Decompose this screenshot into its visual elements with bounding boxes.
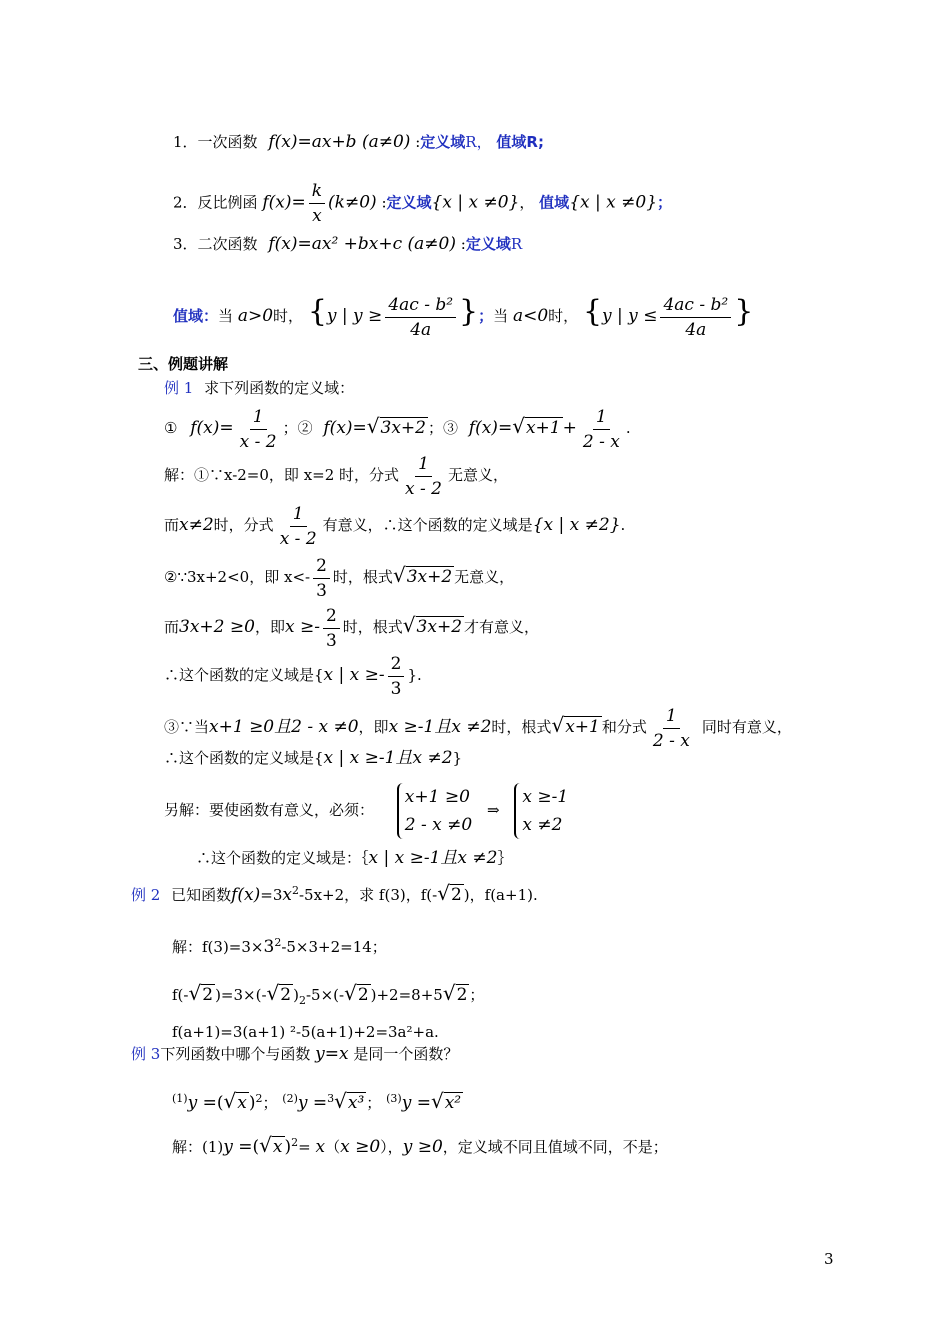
inequality: x ≥-1 <box>522 787 569 807</box>
numerator: 1 <box>415 453 432 477</box>
function-prefix: f(x)= <box>190 418 234 438</box>
solution-text: -5×(- <box>305 986 345 1004</box>
denominator: x - 2 <box>279 528 317 549</box>
separator: ； <box>262 1094 278 1112</box>
implies-arrow: ⇒ <box>487 801 500 819</box>
denominator: x - 2 <box>405 478 442 499</box>
solution-text: ) <box>293 986 299 1004</box>
period: . <box>620 516 626 534</box>
numerator: 2 <box>313 555 330 579</box>
example-2-title: 例 2 已知函数$f(x)=3x^2-5x+2$，求 f(3)，f(-√2 )，f(a+1). <box>131 881 538 905</box>
denominator: x - 2 <box>239 431 277 452</box>
fraction-1-over-2-minus-x <box>580 406 623 453</box>
exponent: 2 <box>291 1136 299 1149</box>
paren: （ <box>325 1138 341 1156</box>
inequality-system-1 <box>397 783 472 839</box>
example-task: 下列函数中哪个与函数 <box>160 1045 311 1063</box>
numerator: 1 <box>593 406 610 430</box>
condition: x ≥-1且x ≠2 <box>388 717 492 737</box>
numerator: 1 <box>663 705 680 729</box>
radicand: x+1 <box>565 717 600 737</box>
colon: : <box>415 133 421 151</box>
separator: ； <box>366 1094 382 1112</box>
solution-3-line-1: ③∵当x+1 ≥0且2 - x ≠0，即x ≥-1且x ≠2时，根式√x+1 和分式 $\frac{1}{2 - x}$ 同时有意义， <box>164 705 792 751</box>
variable-x: x <box>315 1137 326 1157</box>
domain-label: 定义域 <box>420 133 466 151</box>
plus-sign: + <box>562 418 577 438</box>
vertex-fraction <box>660 294 731 341</box>
numerator: 1 <box>250 406 267 430</box>
option-function: y = <box>223 1137 253 1157</box>
condition-a-negative: a<0 <box>512 306 549 326</box>
solution-text: ，即 <box>358 718 389 736</box>
domain-label: 定义域 <box>386 193 432 212</box>
solution-text: 无意义， <box>454 568 515 586</box>
denominator: 4a <box>410 319 432 340</box>
solution-text: 时，根式 <box>342 618 403 636</box>
condition: 3x+2 ≥0 <box>179 617 255 637</box>
condition-a-positive: a>0 <box>237 306 274 326</box>
numerator: 1 <box>290 503 307 527</box>
example-1-title <box>164 378 354 398</box>
domain-value: R <box>510 235 523 253</box>
option-function: y = <box>187 1093 217 1113</box>
semicolon: ； <box>657 193 673 212</box>
condition: x ≥0 <box>340 1137 381 1157</box>
example-task: -5x+2，求 f(3)，f(- <box>298 886 438 904</box>
colon: : <box>381 193 387 212</box>
inequality: x ≠2 <box>522 815 563 835</box>
domain-set: x | x ≠2 <box>543 515 610 535</box>
solution-text: 有意义，∴这个函数的定义域是 <box>322 516 533 534</box>
example-3-options: $^{(1)}$y =(√x )$^2$； $^{(2)}$y =$^3$√x³ ； $^{(3)}$y =√x² <box>172 1089 462 1113</box>
denominator: x <box>312 206 322 226</box>
radicand: 3x+2 <box>406 567 453 587</box>
solution-text: )+2=8+5 <box>370 986 443 1004</box>
range-label: 值域： <box>173 307 219 325</box>
exponent: 2 <box>274 936 282 949</box>
inverse-function-line: 2．反比例函 f(x)= $\frac{k}{x}$ (k≠0) :定义域{x | x ≠0}， 值域{x | x ≠0}； <box>173 181 673 226</box>
example-task: 是同一个函数？ <box>353 1045 459 1063</box>
domain-set: x | x ≥-1且x ≠2 <box>323 748 453 768</box>
alternative-domain-line <box>196 848 513 868</box>
period: . <box>625 419 631 437</box>
condition: x+1 ≥0且2 - x ≠0 <box>209 717 359 737</box>
numerator: 2 <box>388 653 405 677</box>
function-y-equals-x: y=x <box>315 1044 349 1064</box>
denominator: 4a <box>685 319 707 340</box>
quadratic-formula: f(x)=ax² +bx+c (a≠0) <box>268 234 457 254</box>
solution-text: ，即 <box>254 618 285 636</box>
when-text: 当 <box>218 307 234 325</box>
option-label: (3) <box>386 1092 402 1105</box>
solution-text: ； <box>469 986 485 1004</box>
fraction-2-over-3 <box>323 605 340 652</box>
solution-text: 才有意义， <box>464 618 540 636</box>
solution-text: 解：f(3)=3× <box>172 938 264 956</box>
exponent: 2 <box>255 1092 263 1105</box>
comma: ， <box>519 193 535 212</box>
radicand: x <box>237 1093 247 1113</box>
inequality: x+1 ≥0 <box>404 787 470 807</box>
paren: ）， <box>380 1138 403 1156</box>
solution-text: ③∵当 <box>164 718 210 736</box>
solution-2-line-1: ②∵3x+2<0，即 x<- $\frac{2}{3}$ 时，根式√3x+2 无意义， <box>164 555 515 601</box>
variable-x: x <box>282 885 292 905</box>
radicand: 2 <box>456 985 468 1005</box>
fraction-1-over-x-minus-2 <box>277 503 320 550</box>
inequality: 2 - x ≠0 <box>404 815 473 835</box>
example-1-functions: ① f(x)= $\frac{1}{x - 2}$ ；② f(x)=√3x+2 ；③ f(x)=√x+1 + $\frac{1}{2 - x}$ . <box>164 406 631 452</box>
fraction-2-over-3 <box>388 653 405 700</box>
example-task: )，f(a+1). <box>463 886 538 904</box>
option-label: (1) <box>172 1092 188 1105</box>
solution-text: }. <box>407 666 422 684</box>
radicand: 2 <box>357 985 369 1005</box>
root-index: 3 <box>327 1092 335 1105</box>
denominator: 2 - x <box>582 431 620 452</box>
condition: x≠2 <box>179 515 214 535</box>
item-index: 2．反比例函 <box>173 193 258 212</box>
solution-text: f(- <box>172 986 189 1004</box>
radicand: x <box>272 1137 283 1157</box>
solution-text: 而 <box>164 618 180 636</box>
domain-set: x | x ≠0 <box>442 192 509 213</box>
when-text: 当 <box>493 307 509 325</box>
solution-text: ∴这个函数的定义域是{ <box>164 666 324 684</box>
fraction-1-over-x-minus-2 <box>237 406 280 453</box>
radicand: 2 <box>450 885 462 905</box>
range-set-min: y | y ≥ <box>326 306 383 326</box>
option-function: y = <box>297 1093 328 1113</box>
circle-one: ① <box>164 419 178 437</box>
solution-2-line-2: 而3x+2 ≥0，即x ≥- $\frac{2}{3}$ 时，根式√3x+2 才有意义， <box>164 605 540 651</box>
base: 3 <box>263 937 275 957</box>
fraction-1-over-x-minus-2 <box>402 453 445 500</box>
solution-text: 时，根式 <box>491 718 552 736</box>
example-task: 已知函数 <box>171 886 232 904</box>
radicand: 2 <box>280 985 292 1005</box>
solution-text: 时，分式 <box>213 516 274 534</box>
k-over-x-fraction <box>309 180 325 227</box>
solution-text: -5×3+2=14； <box>281 938 387 956</box>
radicand: 2 <box>202 985 214 1005</box>
denominator: 3 <box>316 580 327 601</box>
solution-text: )=3×(- <box>215 986 267 1004</box>
example-3-solution-1: 解：(1)y =(√x )$^2$= x（x ≥0），y ≥0，定义域不同且值域不同，不是； <box>172 1133 668 1157</box>
when-suffix: 时， <box>273 307 304 325</box>
solution-2-line-3 <box>164 650 422 700</box>
radicand: 3x+2 <box>416 617 463 637</box>
denominator: 3 <box>325 630 337 651</box>
example-2-step-1 <box>172 928 387 962</box>
solution-text: ②∵3x+2<0，即 x<- <box>164 568 311 586</box>
solution-text: ｝ <box>497 849 513 867</box>
range-set: x | x ≠0 <box>580 192 647 213</box>
radicand: x³ <box>347 1093 365 1113</box>
numerator: 2 <box>323 605 340 629</box>
solution-text: 和分式 <box>601 718 647 736</box>
when-suffix: 时， <box>548 307 579 325</box>
item-index: 1．一次函数 <box>173 133 258 151</box>
colon: : <box>460 235 466 253</box>
domain-set: x | x ≥- <box>323 665 385 685</box>
formula-condition: (k≠0) <box>328 192 377 213</box>
inequality-system-2 <box>514 783 568 839</box>
function-prefix: f(x)= <box>468 418 513 438</box>
linear-formula: f(x)=ax+b (a≠0) <box>268 132 411 152</box>
option-function: y = <box>401 1093 431 1113</box>
solution-text: 解：①∵x-2=0，即 x=2 时，分式 <box>164 466 400 484</box>
solution-text: 同时有意义， <box>701 718 792 736</box>
quadratic-function-line <box>173 234 522 254</box>
example-2-step-3: f(a+1)=3(a+1) ²-5(a+1)+2=3a²+a. <box>172 1023 439 1041</box>
numerator: 4ac - b² <box>660 294 731 318</box>
radicand-x-plus-1: x+1 <box>525 418 561 438</box>
numerator: k <box>309 180 325 204</box>
separator: ；③ <box>428 419 459 437</box>
option-label: (2) <box>282 1092 298 1105</box>
item-index: 3．二次函数 <box>173 235 258 253</box>
example-task: 求下列函数的定义域： <box>204 379 355 397</box>
solution-1-line-2: 而x≠2时，分式 $\frac{1}{x - 2}$ 有意义，∴这个函数的定义域是{x | x ≠2}. <box>164 503 626 549</box>
semicolon: ； <box>478 307 494 325</box>
alternative-solution <box>164 780 568 840</box>
example-label: 例 2 <box>131 886 161 904</box>
formula-prefix: f(x)= <box>262 192 306 213</box>
separator: ；② <box>282 419 313 437</box>
range-value: R; <box>526 133 544 151</box>
example-3-title <box>131 1044 458 1064</box>
solution-text: 而 <box>164 516 180 534</box>
range-label: 值域 <box>539 193 570 212</box>
solution-text: ∴这个函数的定义域是{ <box>164 749 324 767</box>
domain-label: 定义域 <box>465 235 511 253</box>
condition: x ≥- <box>284 617 320 637</box>
radicand-3x-plus-2: 3x+2 <box>380 418 426 438</box>
page-number: 3 <box>824 1250 834 1268</box>
fraction-2-over-3 <box>313 555 330 602</box>
denominator: 2 - x <box>652 730 690 751</box>
quadratic-range-line: 值域：当 a>0时， {y | y ≥ $\frac{\text{4ac - b²}}{4a}$ }；当 a<0时， {y | y ≤ $\frac{\text{4ac - b²}}{4a}$ } <box>173 294 754 340</box>
solution-text: 另解：要使函数有意义，必须： <box>164 801 375 819</box>
equals-sign: = <box>298 1138 311 1156</box>
solution-3-line-2 <box>164 748 462 768</box>
range-label: 值域 <box>496 133 527 151</box>
section-heading: 三、例题讲解 <box>138 355 229 373</box>
linear-function-line <box>173 132 544 152</box>
solution-text: ，定义域不同且值域不同，不是； <box>442 1138 668 1156</box>
solution-1-line-1 <box>164 450 508 500</box>
solution-text: 解：(1) <box>172 1138 224 1156</box>
function-name: f(x) <box>231 885 261 905</box>
range-set-max: y | y ≤ <box>602 306 658 326</box>
denominator: 3 <box>390 678 402 699</box>
equals-3: =3 <box>260 886 283 904</box>
function-prefix: f(x)= <box>323 418 367 438</box>
exponent: 2 <box>298 994 306 1007</box>
solution-text: 时，根式 <box>332 568 393 586</box>
condition: y ≥0 <box>402 1137 443 1157</box>
domain-value: R， <box>465 133 492 151</box>
vertex-fraction <box>385 294 456 341</box>
radicand: x² <box>444 1093 462 1113</box>
solution-text: ∴这个函数的定义域是：｛ <box>196 849 369 867</box>
numerator: 4ac - b² <box>385 294 456 318</box>
fraction-1-over-2-minus-x <box>650 705 693 752</box>
example-label: 例 3 <box>131 1045 161 1063</box>
domain-set: x | x ≥-1且x ≠2 <box>368 848 498 868</box>
solution-text: } <box>452 749 463 767</box>
example-2-step-2: f(-√2 )=3×(-√2 )$_2-5\times(-√2$ )+2=8+5√2 ； <box>172 981 485 1007</box>
example-label: 例 1 <box>164 379 194 397</box>
exponent: 2 <box>291 884 299 897</box>
solution-text: 无意义， <box>448 466 509 484</box>
